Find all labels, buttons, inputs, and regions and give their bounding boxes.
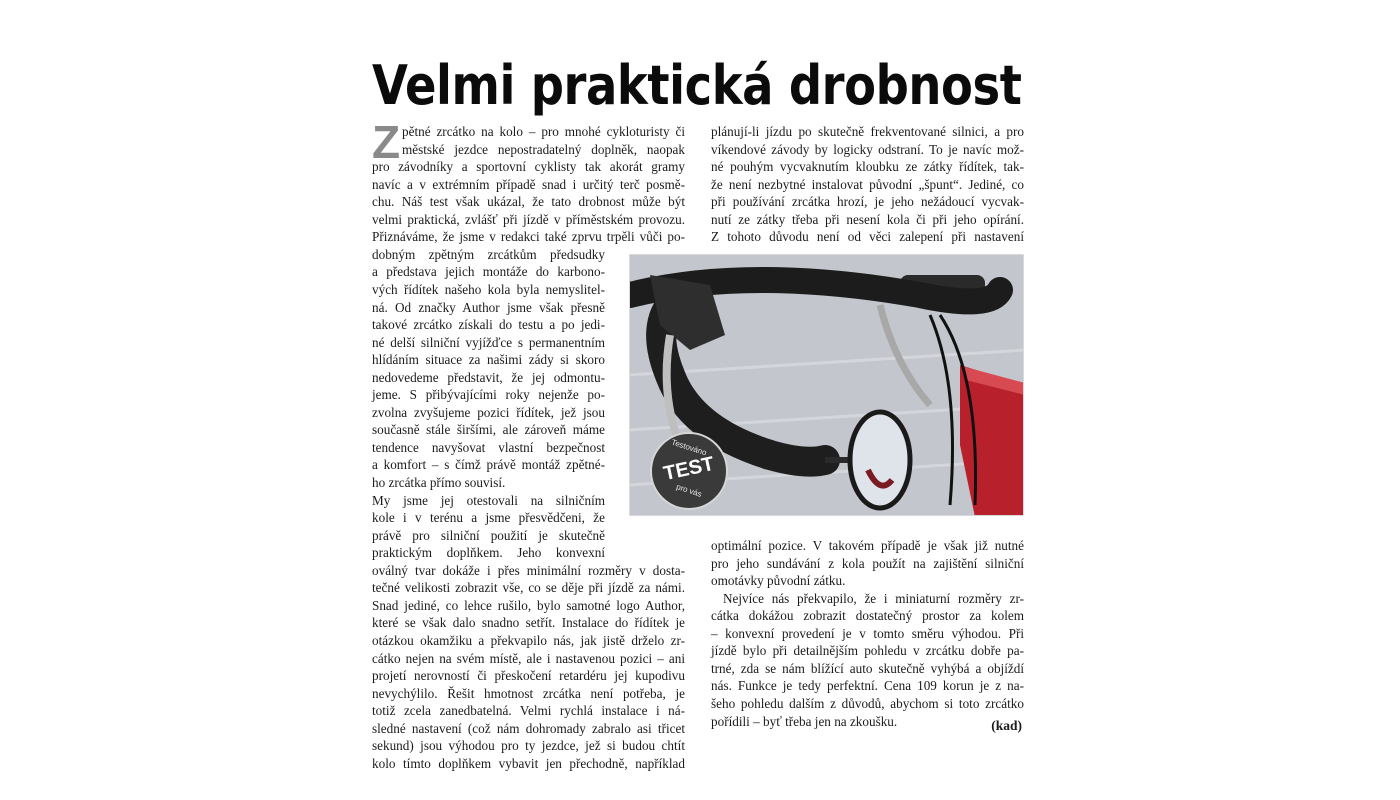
text-line: trné, zda se nám blížící auto skutečně vyhýbá a objíždí [711, 660, 1024, 676]
text-line: sekund) jsou výhodou pro ty jezdce, jež si budou chtít [372, 738, 685, 754]
text-line: otázkou okamžiku a překvapilo nás, jak jistě drželo zr- [372, 632, 685, 648]
badge-bottom-text: pro vás [675, 482, 703, 499]
text-line: nedovedeme představit, že jej odmontu- [372, 369, 605, 385]
text-line: hlídáním situace za našimi zády si skoro [372, 352, 605, 368]
text-line: né pouhým vycvaknutím kloubku ze zátky řídítek, tak- [711, 159, 1024, 175]
text-line: velmi praktická, zvlášť při jízdě v příměstském provozu. [372, 211, 685, 227]
text-line: jízdě bylo při detailnějším pohledu v zrcátku dobře pa- [711, 643, 1024, 659]
text-line: právě pro silniční použití je skutečně [372, 527, 605, 543]
text-line: chu. Náš test však ukázal, že tato drobnost může být [372, 194, 685, 210]
text-line: vých řídítek našeho kola byla nemyslitel- [372, 281, 605, 297]
text-line: jeme. S přibývajícími roky nejenže po- [372, 387, 605, 403]
text-line: praktickým doplňkem. Jeho konvexní [372, 545, 605, 561]
author-signature: (kad) [991, 718, 1022, 733]
text-line: městské jezdce nepostradatelný doplněk, naopak [402, 141, 685, 157]
text-line: né delší silniční vyjížďce s permanentním [372, 334, 605, 350]
text-line: ho zrcátka přímo souvisí. [372, 475, 506, 490]
text-line: pro jeho sundávání z kola použít na zajištění silniční [711, 555, 1024, 571]
text-line: současně stále širšími, ale zároveň máme [372, 422, 605, 438]
text-line: nás. Funkce je tedy perfektní. Cena 109 korun je z na- [711, 678, 1024, 694]
text-line: plánují-li jízdu po skutečně frekventované silnici, a pro [711, 124, 1024, 139]
text-line: My jsme jej otestovali na silničním [372, 492, 605, 508]
text-line: pořídili – byť třeba jen na zkoušku. [711, 713, 898, 729]
article-title: Velmi praktická drobnost [372, 54, 1022, 117]
text-line: Přiznáváme, že jsme v redakci také zprvu trpěli vůči po- [372, 229, 685, 245]
drop-cap: Z [372, 116, 401, 168]
text-line: pětné zrcátko na kolo – pro mnohé cykloturisty či [402, 124, 685, 139]
text-line: a představa jejich montáže do karbono- [372, 264, 605, 280]
text-line: kole i v terénu a jsme přesvědčeni, že [372, 510, 605, 526]
test-badge [650, 432, 728, 510]
text-line: kolo tímto doplňkem vybavit jen přechodně, například [372, 755, 685, 771]
text-line: Z tohoto důvodu není od věci zalepení při nastavení [711, 229, 1024, 245]
text-line: pro závodníky a sportovní cyklisty tak akorát gramy [372, 159, 685, 175]
text-line: projetí nerovností či přeskočení retardéru jej kupodivu [372, 668, 685, 684]
text-line: cátko nejen na svém místě, ale i nastavenou pozici – ani [372, 650, 685, 666]
text-line: takové zrcátko získali do testu a po jedi- [372, 317, 605, 333]
text-line: šeho pohledu dalším z důvodů, abychom si toto zrcátko [711, 695, 1024, 711]
text-line: – konvexní provedení je v tomto směru výhodou. Při [711, 625, 1024, 641]
text-line: omotávky původní zátku. [711, 573, 846, 589]
text-line: při používání zrcátka hrozí, je jeho nežádoucí vycvak- [711, 194, 1024, 210]
text-line: ná. Od značky Author jsme však přesně [372, 299, 605, 315]
text-line: Snad jediné, co lehce rušilo, bylo samotné logo Author, [372, 597, 685, 613]
text-line: a komfort – s čímž právě montáž zpětné- [372, 457, 605, 473]
text-line: tendence navyšovat vlastní bezpečnost [372, 439, 605, 455]
text-line: oválný tvar dokáže i přes minimální rozměry v dosta- [372, 562, 685, 578]
badge-top-text: Testováno [670, 437, 708, 458]
text-line: tečné velikosti zobrazit vše, co se děje při jízdě za námi. [372, 580, 685, 596]
badge-main-text: TEST [661, 452, 717, 486]
text-line: navíc a v extrémním případě snad i určitý terč posmě- [372, 176, 685, 192]
text-line: Nejvíce nás překvapilo, že i miniaturní rozměry zr- [723, 590, 1024, 606]
text-line: dobným zpětným zrcátkům předsudky [372, 246, 605, 262]
text-line: cátka dokážou zobrazit dostatečný prostor za kolem [711, 608, 1024, 624]
text-line: optimální pozice. V takovém případě je však již nutné [711, 538, 1024, 553]
text-line: totiž zcela zanedbatelná. Velmi rychlá instalace i ná- [372, 703, 685, 719]
mirror [850, 412, 910, 508]
text-line: víkendové závody by logicky odstraní. To je navíc mož- [711, 141, 1024, 157]
text-line: které se však dalo snadno setřít. Instalace do řídítek je [372, 615, 685, 631]
text-line: nevychýlilo. Řešit hmotnost zrcátka není potřeba, je [372, 685, 685, 701]
text-line: sledné nastavení (což nám dohromady zabralo asi třicet [372, 720, 685, 736]
text-line: že není nezbytné instalovat původní „špunt“. Jediné, co [711, 176, 1024, 192]
text-line: nutí ze zátky třeba při nesení kola či při jeho opírání. [711, 211, 1024, 227]
text-line: zvolna zvyšujeme pozici řídítek, jež jsou [372, 404, 605, 420]
